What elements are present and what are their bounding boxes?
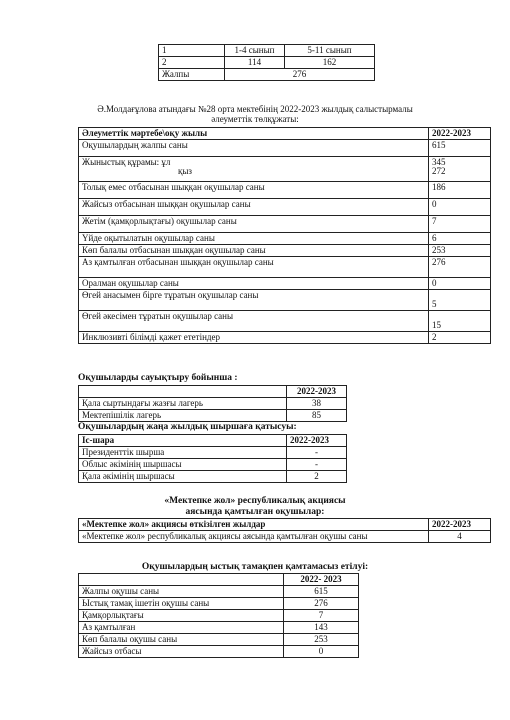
row-label: Оралман оқушылар саны [79, 278, 429, 290]
row-value: 15 [429, 311, 491, 332]
table-row [79, 245, 491, 257]
row-label: «Мектепке жол» республикалық акциясы аясында қамтылған оқушы саны [79, 531, 429, 543]
row-label: Көп балалы оқушы саны [79, 634, 284, 646]
table-cell: 162 [285, 57, 375, 69]
row-label: Өгей әкесімен тұратын оқушылар саны [79, 311, 429, 332]
table-row [79, 622, 359, 634]
column-header: Іс-шара [79, 435, 287, 447]
row-value: 186 [429, 182, 491, 199]
row-label: Үйде оқытылатын оқушылар саны [79, 233, 429, 245]
row-value: - [287, 447, 347, 459]
row-value [429, 157, 491, 182]
table-row [79, 634, 359, 646]
table-cell: 1-4 сынып [225, 45, 285, 57]
table-header-row [79, 519, 491, 531]
row-value: 0 [429, 278, 491, 290]
table-row [79, 398, 347, 410]
row-label: Қала сыртындағы жазғы лагерь [79, 398, 287, 410]
total-label: Жалпы [159, 69, 225, 81]
action-table [78, 518, 491, 543]
row-value: 2 [287, 471, 347, 483]
table-row [79, 447, 347, 459]
column-header: 2022- 2023 [284, 574, 359, 586]
table-row [79, 278, 491, 290]
table-row [79, 257, 491, 278]
column-header: 2022-2023 [429, 128, 491, 140]
section-subheading: аясында қамтылған оқушылар: [185, 507, 325, 517]
row-label: Жетім (қамқорлықтағы) оқушылар саны [79, 216, 429, 233]
grade-count-table [158, 44, 375, 81]
column-header: «Мектепке жол» акциясы өткізілген жылдар [79, 519, 429, 531]
row-label: Өгей анасымен бірге тұратын оқушылар саны [79, 290, 429, 311]
row-label: Президенттік шырша [79, 447, 287, 459]
row-value: 143 [284, 622, 359, 634]
row-value: 615 [429, 140, 491, 157]
section-heading: Оқушыларды сауықтыру бойынша : [78, 373, 238, 383]
social-status-table [78, 127, 491, 344]
table-row [79, 531, 491, 543]
row-label: Ыстық тамақ ішетін оқушы саны [79, 598, 284, 610]
table-row [79, 233, 491, 245]
table-row [79, 598, 359, 610]
table-header-row [79, 386, 347, 398]
row-label: Қамқорлықтағы [79, 610, 284, 622]
row-value: 0 [429, 199, 491, 216]
row-value: 5 [429, 290, 491, 311]
row-label: Мектепішілік лагерь [79, 410, 287, 422]
table-row [79, 646, 359, 658]
recovery-table [78, 385, 347, 422]
column-header: 2022-2023 [287, 435, 347, 447]
gender-label: Жыныстық құрамы: ұл [82, 157, 171, 167]
row-value: 615 [284, 586, 359, 598]
row-label: Жайсыз отбасынан шыққан оқушылар саны [79, 199, 429, 216]
total-value: 276 [225, 69, 375, 81]
row-value: 0 [284, 646, 359, 658]
column-header: 2022-2023 [287, 386, 347, 398]
row-label: Инклюзивті білімді қажет ететіндер [79, 332, 429, 344]
column-header: Әлеуметтік мәртебе\оқу жылы [79, 128, 429, 140]
table-row [159, 69, 375, 81]
row-value: 253 [429, 245, 491, 257]
table-row [79, 586, 359, 598]
table-cell: 2 [159, 57, 225, 69]
row-label [79, 157, 429, 182]
table-cell: 1 [159, 45, 225, 57]
row-value: 253 [284, 634, 359, 646]
table-cell [79, 574, 284, 586]
row-label: Жалпы оқушы саны [79, 586, 284, 598]
section-heading: Оқушылардың жаңа жылдық шыршаға қатысуы: [78, 422, 297, 432]
table-row [79, 182, 491, 199]
table-row [79, 199, 491, 216]
row-value: 85 [287, 410, 347, 422]
row-value: 4 [429, 531, 491, 543]
row-value: 276 [284, 598, 359, 610]
title-line: әлеуметтік төлқұжаты: [211, 114, 299, 125]
table-header-row [79, 435, 347, 447]
row-label: Толық емес отбасынан шыққан оқушылар саны [79, 182, 429, 199]
title-line: Ә.Молдағұлова атындағы №28 орта мектебінің 2022-2023 жылдық салыстырмалы [97, 104, 413, 114]
page-title [60, 104, 450, 125]
row-value: 7 [284, 610, 359, 622]
row-label: Қала әкімінің шыршасы [79, 471, 287, 483]
row-value: 6 [429, 233, 491, 245]
section-heading: Оқушылардың ыстық тамақпен қамтамасыз етілуі: [141, 562, 369, 572]
table-row [79, 140, 491, 157]
table-row [159, 45, 375, 57]
row-value: 276 [429, 257, 491, 278]
table-row [79, 610, 359, 622]
row-label: Оқушылардың жалпы саны [79, 140, 429, 157]
row-value: 2 [429, 332, 491, 344]
table-header-row [79, 128, 491, 140]
table-row [159, 57, 375, 69]
table-header-row [79, 574, 359, 586]
table-row [79, 290, 491, 311]
gender-value: 272 [432, 166, 446, 176]
row-label: Жайсыз отбасы [79, 646, 284, 658]
table-row [79, 216, 491, 233]
table-row [79, 459, 347, 471]
newyear-table [78, 434, 347, 483]
table-row [79, 311, 491, 332]
section-heading: «Мектепке жол» республикалық акциясы [164, 496, 346, 506]
column-header: 2022-2023 [429, 519, 491, 531]
gender-label: қыз [178, 166, 192, 176]
table-row [79, 471, 347, 483]
row-value: - [287, 459, 347, 471]
row-label: Облыс әкімінің шыршасы [79, 459, 287, 471]
row-label: Көп балалы отбасынан шыққан оқушылар саны [79, 245, 429, 257]
table-row [79, 157, 491, 182]
gender-value: 345 [432, 157, 446, 167]
table-cell: 5-11 сынып [285, 45, 375, 57]
table-row [79, 410, 347, 422]
row-value: 38 [287, 398, 347, 410]
row-label: Аз қамтылған [79, 622, 284, 634]
table-row [79, 332, 491, 344]
table-cell: 114 [225, 57, 285, 69]
table-cell [79, 386, 287, 398]
row-label: Аз қамтылған отбасынан шыққан оқушылар саны [79, 257, 429, 278]
meals-table [78, 573, 359, 658]
row-value: 7 [429, 216, 491, 233]
